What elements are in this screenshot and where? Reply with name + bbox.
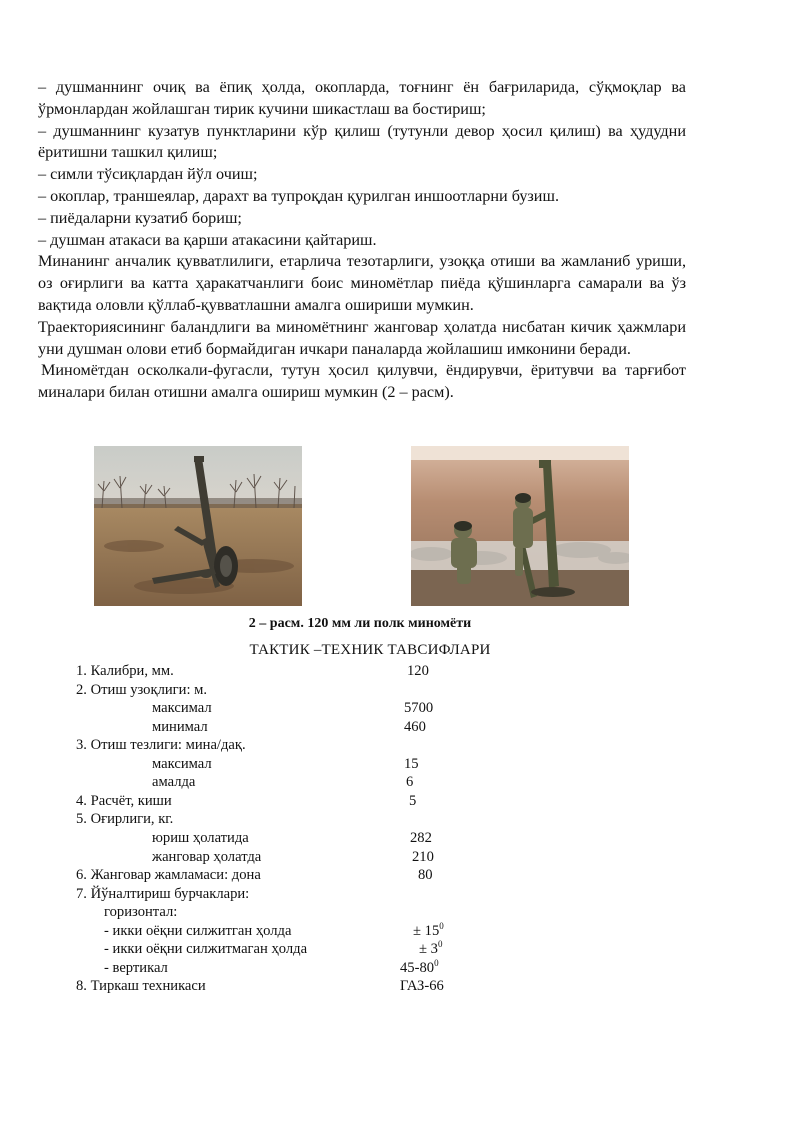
paragraph: – душманнинг очиқ ва ёпиқ ҳолда, окопларда, тоғнинг ён бағриларида, сўқмоқлар ва ўрмонлардан жойлашган тирик кучини шикастлаш ва бостириш; <box>38 78 686 118</box>
spec-label: - икки оёқни силжитмаган ҳолда <box>104 941 308 958</box>
body-text <box>38 77 686 404</box>
spec-label: 5. Оғирлиги, кг. <box>76 811 174 828</box>
paragraph: – симли тўсиқлардан йўл очиш; <box>38 165 258 184</box>
paragraph: Минанинг анчалик қувватлилиги, етарлича тезотарлиги, узоққа отиши ва жамланиб уриши, оз оғирлиги ва катта ҳаракатчанлиги боис миномётлар пиёда қўшинларга самарали ва ўз вақтида оловли қўллаб-қувватлашни амалга ошириши мумкин. <box>38 252 686 314</box>
spec-label: горизонтал: <box>104 904 178 921</box>
spec-value: 6 <box>406 774 414 791</box>
figure-caption: 2 – расм. 120 мм ли полк миномёти <box>248 616 472 631</box>
spec-label: 8. Тиркаш техникаси <box>76 978 206 995</box>
paragraph: Миномётдан осколкали-фугасли, тутун ҳосил қилувчи, ёндирувчи, ёритувчи ва тарғибот миналари билан отишни амалга ошириш мумкин (2 – расм). <box>38 361 686 402</box>
spec-label: юриш ҳолатида <box>152 829 249 846</box>
degree-superscript: 0 <box>439 920 444 931</box>
spec-value: ГАЗ-66 <box>400 978 444 995</box>
degree-superscript: 0 <box>437 939 443 950</box>
spec-value: $45-80^0$ <box>400 957 439 976</box>
spec-value: 15 <box>404 755 419 772</box>
spec-label: амалда <box>152 774 196 791</box>
spec-value: ± $3^0$ <box>419 939 443 958</box>
spec-label: 2. Отиш узоқлиги: м. <box>76 681 208 698</box>
spec-label: максимал <box>152 700 212 717</box>
spec-value: 460 <box>404 718 426 735</box>
spec-value: 5 <box>409 792 417 809</box>
spec-label: 4. Расчёт, киши <box>76 792 172 809</box>
spec-label: 3. Отиш тезлиги: мина/дақ. <box>76 737 246 754</box>
spec-label: - вертикал <box>104 959 168 976</box>
spec-label: минимал <box>152 718 208 735</box>
spec-label: жанговар ҳолатда <box>152 848 262 865</box>
spec-value: 120 <box>407 663 429 679</box>
mortar-photo-left <box>94 446 302 606</box>
paragraph: – душманнинг кузатув пунктларини кўр қилиш (тутунли девор ҳосил қилиш) ва ҳудудни ёритишни ташкил қилиш; <box>38 121 686 162</box>
paragraph: – окоплар, траншеялар, дарахт ва тупроқдан қурилган иншоотларни бузиш. <box>38 186 559 205</box>
spec-value: ± $15^0$ <box>413 920 444 939</box>
paragraph: – душман атакаси ва қарши атакасини қайтариш. <box>38 230 377 249</box>
spec-value: 282 <box>410 829 432 846</box>
spec-label: 1. Калибри, мм. <box>76 663 174 679</box>
specs-title: ТАКТИК –ТЕХНИК ТАВСИФЛАРИ <box>249 642 491 658</box>
spec-label: 7. Йўналтириш бурчаклари: <box>76 885 250 902</box>
spec-value: 80 <box>418 867 433 884</box>
spec-value: 210 <box>412 848 434 865</box>
spec-label: максимал <box>152 755 212 772</box>
mortar-photo-right <box>411 446 629 606</box>
spec-label: 6. Жанговар жамламаси: дона <box>76 867 261 884</box>
degree-superscript: 0 <box>434 957 439 968</box>
spec-label: - икки оёқни силжитган ҳолда <box>104 922 292 939</box>
spec-value: 5700 <box>404 700 434 717</box>
paragraph: Траекториясининг баландлиги ва миномётнинг жанговар ҳолатда нисбатан кичик ҳажмлари уни душман олови етиб бормайдиган ичкари паналарда жойлашиш имконини беради. <box>38 317 686 358</box>
paragraph: – пиёдаларни кузатиб бориш; <box>38 208 242 227</box>
